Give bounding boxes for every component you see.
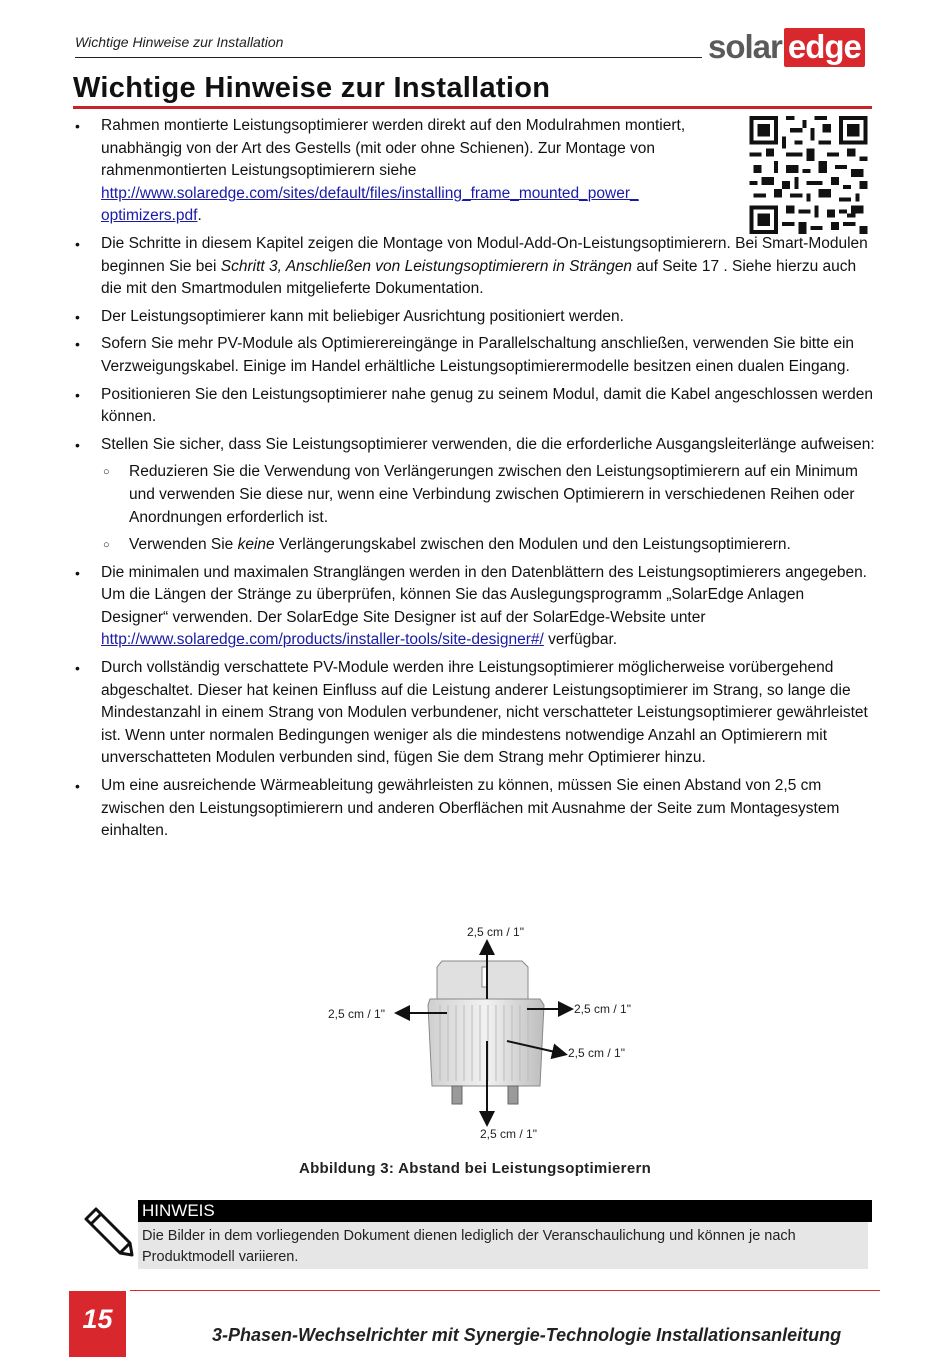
- clearance-figure: [322, 921, 652, 1143]
- list-item: [75, 115, 875, 228]
- footer-divider: [130, 1290, 880, 1291]
- cable-left: [452, 1086, 462, 1104]
- site-designer-link[interactable]: http://www.solaredge.com/products/installer-tools/site-designer#/: [101, 631, 544, 649]
- label-top: 2,5 cm / 1": [467, 925, 524, 939]
- logo-edge-text: edge: [784, 28, 865, 67]
- note-body: Die Bilder in dem vorliegenden Dokument dienen lediglich der Veranschaulichung und können je nach Produktmodell variieren.: [138, 1222, 868, 1269]
- list-item: [75, 384, 875, 429]
- pencil-icon: [80, 1203, 136, 1259]
- label-bottom: 2,5 cm / 1": [480, 1127, 537, 1141]
- list-item: [75, 306, 875, 329]
- document-title: 3-Phasen-Wechselrichter mit Synergie-Technologie Installationsanleitung: [212, 1325, 842, 1345]
- page-title: Wichtige Hinweise zur Installation: [73, 72, 551, 104]
- notes-list: [75, 115, 875, 843]
- bullet-text-cont: auf Seite 17 . Siehe hierzu auch die mit den Smartmodulen mitgelieferte Dokumentation.: [101, 257, 857, 298]
- title-divider: [73, 106, 872, 109]
- emphasis: keine: [237, 536, 275, 554]
- bullet-text: Sofern Sie mehr PV-Module als Optimierereingänge in Parallelschaltung anschließen, verwenden Sie bitte ein Verzweigungskabel. Einige im Handel erhältliche Leistungsoptimierermodelle besitzen einen dualen Eingang.: [101, 335, 855, 375]
- bullet-text: Die minimalen und maximalen Stranglängen werden in den Datenblättern des Leistungsoptimierers angegeben. Um die Längen der Stränge zu überprüfen, können Sie das Auslegungsprogramm „SolarEdge Anlagen Designer“ verwenden. Der SolarEdge Site Designer ist auf der SolarEdge-Website unter: [101, 563, 867, 626]
- bullet-text-cont: verfügbar.: [543, 631, 618, 649]
- cross-reference: Schritt 3, Anschließen von Leistungsoptimierern in Strängen: [220, 257, 633, 275]
- solaredge-logo: [708, 28, 865, 66]
- list-item: [75, 775, 875, 843]
- content: [75, 115, 875, 848]
- list-item: [75, 434, 875, 557]
- cable-right: [508, 1086, 518, 1104]
- list-item: [75, 562, 875, 652]
- bullet-text: Rahmen montierte Leistungsoptimierer werden direkt auf den Modulrahmen montiert, unabhängig von der Art des Gestells (mit oder ohne Schienen). Zur Montage von rahmenmontierten Leistungsoptimierern siehe: [101, 117, 686, 180]
- bullet-text: Durch vollständig verschattete PV-Module werden ihre Leistungsoptimierer möglicherweise vorübergehend abgeschaltet. Dieser hat keinen Einfluss auf die Leistung anderer Leistungsoptimierer im Strang, so lange die Mindestanzahl in einem Strang von Modulen verbundener, nicht verschatteter Leistungsoptimierer gewährleistet ist. Wenn unter normalen Bedingungen weniger als die mindestens notwendige Anzahl an Optimierern mit unverschatteten Modulen verbunden sind, fügen Sie dem Strang mehr Optimierer hinzu.: [101, 659, 868, 767]
- sub-list-item: [101, 534, 875, 557]
- bullet-text: Positionieren Sie den Leistungsoptimierer nahe genug zu seinem Modul, damit die Kabel angeschlossen werden können.: [101, 385, 874, 426]
- header-divider: [75, 57, 702, 58]
- bullet-text: Der Leistungsoptimierer kann mit beliebiger Ausrichtung positioniert werden.: [101, 307, 624, 325]
- sub-item-text: Reduzieren Sie die Verwendung von Verlängerungen zwischen den Leistungsoptimierern auf ein Minimum und verwenden Sie diese nur, wenn eine Verbindung zwischen Optimierern in verschiedenen Reihen oder Anordnungen erforderlich ist.: [129, 463, 858, 526]
- sub-item-text: Verwenden Sie: [129, 536, 238, 554]
- bullet-text: Um eine ausreichende Wärmeableitung gewährleisten zu können, müssen Sie einen Abstand von 2,5 cm zwischen den Leistungsoptimierern und anderen Oberflächen mit Ausnahme der Seite zum Montagesystem einhalten.: [101, 777, 840, 840]
- frame-mount-link-cont[interactable]: optimizers.pdf: [101, 207, 198, 225]
- note-heading: HINWEIS: [138, 1200, 872, 1222]
- running-header: Wichtige Hinweise zur Installation: [75, 34, 284, 50]
- label-left: 2,5 cm / 1": [328, 1007, 385, 1021]
- page-number: 15: [82, 1304, 113, 1334]
- bullet-text: Stellen Sie sicher, dass Sie Leistungsoptimierer verwenden, die die erforderliche Ausgangsleiterlänge aufweisen:: [101, 435, 875, 453]
- frame-mount-link[interactable]: http://www.solaredge.com/sites/default/files/installing_frame_mounted_power_: [101, 184, 639, 202]
- list-item: [75, 333, 875, 378]
- list-item: [75, 233, 875, 301]
- logo-solar-text: solar: [708, 28, 782, 65]
- list-item: [75, 657, 875, 770]
- label-right: 2,5 cm / 1": [574, 1002, 631, 1016]
- sub-list: [101, 461, 875, 556]
- bullet-text: Die Schritte in diesem Kapitel zeigen die Montage von Modul-Add-On-Leistungsoptimierern. Bei Smart-Modulen beginnen Sie bei: [101, 234, 868, 275]
- bullet-end: .: [197, 207, 202, 225]
- label-front: 2,5 cm / 1": [568, 1046, 625, 1060]
- sub-item-text-cont: Verlängerungskabel zwischen den Modulen und den Leistungsoptimierern.: [274, 536, 791, 554]
- sub-list-item: [101, 461, 875, 529]
- figure-caption: Abbildung 3: Abstand bei Leistungsoptimierern: [298, 1160, 652, 1177]
